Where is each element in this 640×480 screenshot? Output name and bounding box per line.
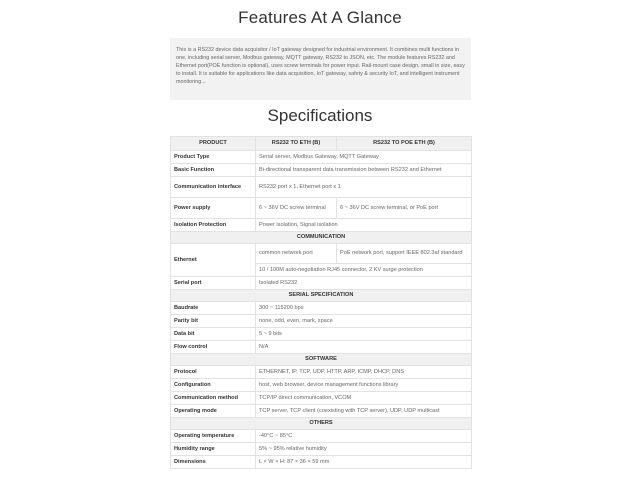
row-label: Configuration xyxy=(171,379,256,392)
row-label: Operating mode xyxy=(171,405,256,418)
row-value: TCP/IP direct communication, VCOM xyxy=(256,392,472,405)
section-row xyxy=(171,418,472,430)
row-value: 300 ~ 115200 bps xyxy=(256,302,472,315)
row-label: Protocol xyxy=(171,366,256,379)
row-value: Bi-directional transparent data transmission between RS232 and Ethernet xyxy=(256,164,472,177)
row-label: Communication interface xyxy=(171,177,256,198)
row-label: Flow control xyxy=(171,341,256,354)
row-label: Humidity range xyxy=(171,443,256,456)
row-value: 5 ~ 9 bits xyxy=(256,328,472,341)
table-row xyxy=(171,219,472,232)
features-title: Features At A Glance xyxy=(238,8,402,27)
specifications-title: Specifications xyxy=(267,106,373,125)
row-label: Operating temperature xyxy=(171,430,256,443)
table-row xyxy=(171,244,472,264)
row-label: Power supply xyxy=(171,198,256,219)
row-value: none, odd, even, mark, space xyxy=(256,315,472,328)
row-label: Ethernet xyxy=(171,244,256,277)
row-value: Power isolation, Signal isolation xyxy=(256,219,472,232)
section-software: SOFTWARE xyxy=(171,354,472,366)
row-value: TCP server, TCP client (coexisting with TCP server), UDP, UDP multicast xyxy=(256,405,472,418)
row-value: 10 / 100M auto-negotiation RJ45 connector, 2 KV surge protection xyxy=(256,264,472,277)
table-row xyxy=(171,315,472,328)
row-label: Data bit xyxy=(171,328,256,341)
table-row xyxy=(171,328,472,341)
table-row xyxy=(171,405,472,418)
row-value-rs232-to-poe-eth: 6 ~ 36V DC screw terminal, or PoE port xyxy=(337,198,472,219)
table-row xyxy=(171,151,472,164)
row-value: -40°C ~ 85°C xyxy=(256,430,472,443)
section-row xyxy=(171,232,472,244)
section-serial-specification: SERIAL SPECIFICATION xyxy=(171,290,472,302)
features-description-box xyxy=(170,38,471,100)
header-product: PRODUCT xyxy=(171,137,256,151)
section-communication: COMMUNICATION xyxy=(171,232,472,244)
table-header-row xyxy=(171,137,472,151)
row-label: Isolation Protection xyxy=(171,219,256,232)
table-row xyxy=(171,164,472,177)
row-value-rs232-to-eth: 6 ~ 36V DC screw terminal xyxy=(256,198,337,219)
header-rs232-to-poe-eth: RS232 TO POE ETH (B) xyxy=(337,137,472,151)
row-label: Parity bit xyxy=(171,315,256,328)
table-row xyxy=(171,277,472,290)
section-others: OTHERS xyxy=(171,418,472,430)
row-label: Communication method xyxy=(171,392,256,405)
row-label: Dimensions xyxy=(171,456,256,469)
row-label: Serial port xyxy=(171,277,256,290)
row-value: L × W × H: 87 × 36 × 59 mm xyxy=(256,456,472,469)
header-rs232-to-eth: RS232 TO ETH (B) xyxy=(256,137,337,151)
table-row xyxy=(171,379,472,392)
table-row xyxy=(171,198,472,219)
table-row xyxy=(171,302,472,315)
table-row xyxy=(171,177,472,198)
table-row xyxy=(171,392,472,405)
features-description: This is a RS232 device data acquisitor / IoT gateway designed for industrial environment. It combines multi functions in one, including serial server, Modbus gateway, MQTT gateway, RS232 to JSON, etc. The module features RS232 and Ethernet port(POE function is optional), uses screw terminals for power input. Rail-mount case design, small in size, easy to install. It is suitable for applications like data acquisition, IoT gateway, safety & security IoT, and intelligent instrument monitoring... xyxy=(176,47,465,85)
row-value: ETHERNET, IP, TCP, UDP, HTTP, ARP, ICMP, DHCP, DNS xyxy=(256,366,472,379)
row-value: 5% ~ 95% relative humidity xyxy=(256,443,472,456)
table-row xyxy=(171,443,472,456)
section-row xyxy=(171,290,472,302)
specifications-table xyxy=(170,136,472,469)
row-label: Product Type xyxy=(171,151,256,164)
row-value-rs232-to-poe-eth: PoE network port, support IEEE 802.3af standard xyxy=(337,244,472,264)
row-value: host, web browser, device management functions library xyxy=(256,379,472,392)
row-label: Basic Function xyxy=(171,164,256,177)
row-value: Serial server, Modbus Gateway, MQTT Gateway xyxy=(256,151,472,164)
table-row xyxy=(171,341,472,354)
row-value: Isolated RS232 xyxy=(256,277,472,290)
section-row xyxy=(171,354,472,366)
table-row xyxy=(171,430,472,443)
table-row xyxy=(171,366,472,379)
row-label: Baudrate xyxy=(171,302,256,315)
row-value: N/A xyxy=(256,341,472,354)
row-value-rs232-to-eth: common network port xyxy=(256,244,337,264)
table-row xyxy=(171,456,472,469)
row-value: RS232 port x 1, Ethernet port x 1 xyxy=(256,177,472,198)
